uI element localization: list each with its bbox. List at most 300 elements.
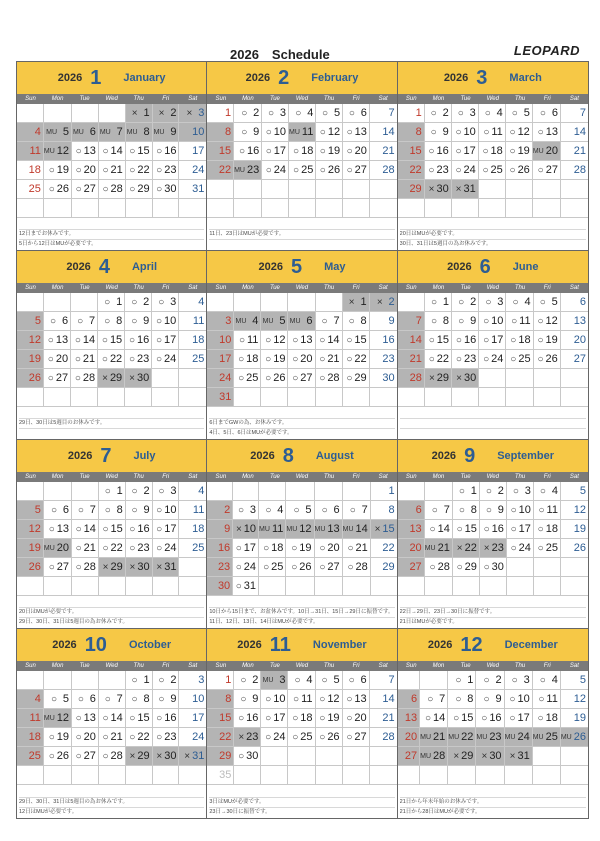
open-marker: ○ — [129, 145, 136, 157]
day-number: 21 — [355, 542, 368, 554]
weekday-label: Wed — [486, 96, 499, 102]
day-cell — [207, 577, 233, 596]
weekday-label: Thu — [323, 663, 335, 669]
holiday-marker: × — [186, 107, 193, 119]
calendar-grid — [16, 61, 589, 819]
month-notes — [207, 407, 396, 439]
blank-cell — [72, 766, 99, 785]
day-cell — [425, 369, 452, 388]
open-marker: ○ — [156, 712, 163, 724]
weekday-label: Wed — [486, 474, 499, 480]
blank-cell — [153, 577, 180, 596]
day-cell — [534, 501, 561, 520]
day-number: 23 — [137, 542, 150, 554]
open-marker: ○ — [484, 107, 491, 119]
day-cell — [152, 331, 179, 350]
open-marker: ○ — [321, 674, 328, 686]
day-number: 24 — [192, 164, 205, 176]
blank-cell — [534, 388, 561, 407]
day-cell — [561, 690, 588, 709]
makeup-marker: MU — [43, 544, 55, 552]
day-number: 26 — [327, 731, 340, 743]
day-number: 31 — [463, 183, 476, 195]
weekday-label: Thu — [514, 96, 526, 102]
day-cell — [453, 482, 480, 501]
day-cell — [286, 520, 314, 539]
blank-cell — [98, 388, 125, 407]
day-cell — [153, 747, 180, 766]
day-cell — [126, 142, 153, 161]
blank-cell — [72, 199, 99, 218]
day-cell — [370, 293, 397, 312]
day-number: 7 — [579, 107, 586, 119]
holiday-marker: × — [131, 107, 138, 119]
day-number: 5 — [34, 315, 42, 327]
weekday-label: Sat — [188, 285, 198, 291]
month-year: 2026 — [52, 639, 77, 651]
day-cell — [207, 766, 234, 785]
day-number: 2 — [497, 485, 504, 497]
holiday-marker: × — [235, 523, 242, 535]
day-cell — [261, 369, 288, 388]
day-number: 16 — [136, 334, 150, 346]
blank-cell — [44, 388, 71, 407]
open-marker: ○ — [510, 353, 517, 365]
blank-cell — [288, 388, 315, 407]
day-number: 1 — [116, 296, 123, 308]
blank-cell — [507, 558, 534, 577]
blank-cell — [479, 199, 506, 218]
blank-cell — [343, 766, 370, 785]
day-number: 11 — [29, 145, 41, 157]
day-cell — [179, 123, 206, 142]
day-cell — [561, 312, 588, 331]
day-number: 10 — [219, 334, 232, 346]
open-marker: ○ — [131, 485, 138, 497]
open-marker: ○ — [265, 693, 272, 705]
open-marker: ○ — [158, 296, 165, 308]
makeup-marker: MU — [43, 714, 55, 722]
day-number: 15 — [109, 334, 123, 346]
day-number: 10 — [192, 693, 205, 705]
holiday-marker: × — [453, 750, 460, 762]
day-number: 25 — [192, 353, 205, 365]
open-marker: ○ — [235, 542, 242, 554]
day-cell — [479, 312, 506, 331]
open-marker: ○ — [48, 750, 55, 762]
weekday-header — [17, 94, 206, 104]
day-cell — [479, 104, 506, 123]
blank-cell — [99, 104, 126, 123]
day-number: 19 — [517, 145, 530, 157]
day-cell — [98, 369, 125, 388]
day-number: 27 — [404, 750, 418, 762]
month-year: 2026 — [427, 639, 453, 651]
day-number: 5 — [523, 107, 530, 119]
month-name: January — [123, 72, 166, 84]
makeup-marker: MU — [259, 525, 270, 533]
month-number: 9 — [464, 444, 476, 467]
day-number: 27 — [300, 372, 313, 384]
day-number: 5 — [579, 674, 586, 686]
open-marker: ○ — [458, 504, 465, 516]
day-number: 16 — [382, 334, 395, 346]
blank-cell — [234, 180, 262, 199]
day-cell — [126, 558, 153, 577]
open-marker: ○ — [539, 107, 546, 119]
day-number: 24 — [518, 542, 531, 554]
day-number: 30 — [463, 372, 477, 384]
holiday-marker: × — [509, 750, 516, 762]
day-number: 13 — [354, 126, 367, 138]
blank-cell — [398, 199, 425, 218]
day-cell — [398, 558, 425, 577]
day-number: 26 — [573, 542, 586, 554]
open-marker: ○ — [319, 353, 326, 365]
day-number: 29 — [137, 750, 150, 762]
day-number: 3 — [225, 315, 232, 327]
day-cell — [425, 331, 452, 350]
day-cell — [398, 369, 425, 388]
open-marker: ○ — [75, 523, 82, 535]
day-cell — [561, 104, 588, 123]
day-number: 7 — [116, 126, 123, 138]
day-cell — [99, 520, 126, 539]
month-name: February — [311, 72, 359, 84]
day-cell — [179, 520, 206, 539]
day-cell — [370, 331, 397, 350]
open-marker: ○ — [265, 731, 272, 743]
open-marker: ○ — [321, 504, 328, 516]
day-number: 29 — [409, 183, 422, 195]
day-number: 19 — [299, 542, 312, 554]
open-marker: ○ — [429, 523, 436, 535]
open-marker: ○ — [238, 353, 245, 365]
day-number: 17 — [463, 145, 476, 157]
day-number: 4 — [252, 315, 259, 327]
weekday-label: Tue — [79, 663, 90, 669]
day-cell — [288, 331, 315, 350]
day-number: 5 — [62, 126, 69, 138]
weekday-label: Thu — [514, 285, 526, 291]
open-marker: ○ — [456, 561, 463, 573]
day-number: 14 — [82, 334, 96, 346]
day-grid — [207, 671, 396, 785]
blank-cell — [315, 482, 343, 501]
day-cell — [233, 501, 259, 520]
day-cell — [17, 690, 44, 709]
blank-cell — [17, 577, 44, 596]
weekday-label: Sun — [405, 663, 417, 669]
day-cell — [17, 331, 44, 350]
day-cell — [316, 709, 343, 728]
open-marker: ○ — [483, 353, 490, 365]
note-line — [400, 418, 586, 428]
day-number: 18 — [545, 712, 558, 724]
day-number: 6 — [360, 107, 367, 119]
day-cell — [425, 350, 452, 369]
day-number: 8 — [225, 693, 232, 705]
open-marker: ○ — [265, 504, 272, 516]
open-marker: ○ — [511, 315, 518, 327]
day-cell — [370, 161, 397, 180]
open-marker: ○ — [348, 107, 355, 119]
open-marker: ○ — [510, 504, 517, 516]
day-number: 15 — [137, 145, 150, 157]
open-marker: ○ — [75, 145, 82, 157]
month-header — [17, 251, 206, 283]
day-number: 19 — [327, 712, 340, 724]
day-cell — [452, 350, 479, 369]
day-cell — [179, 728, 206, 747]
holiday-marker: × — [238, 731, 245, 743]
blank-cell — [262, 199, 289, 218]
day-number: 7 — [89, 315, 96, 327]
day-number: 1 — [225, 674, 232, 686]
day-cell — [505, 671, 533, 690]
day-cell — [234, 331, 261, 350]
day-cell — [398, 123, 425, 142]
day-number: 19 — [56, 164, 69, 176]
day-cell — [17, 142, 44, 161]
blank-cell — [72, 104, 99, 123]
holiday-marker: × — [374, 523, 381, 535]
day-number: 15 — [382, 523, 395, 535]
open-marker: ○ — [509, 126, 516, 138]
day-cell — [99, 690, 126, 709]
day-cell — [480, 539, 507, 558]
blank-cell — [561, 388, 588, 407]
holiday-marker: × — [456, 372, 462, 384]
day-cell — [476, 747, 504, 766]
day-cell — [289, 123, 316, 142]
day-cell — [288, 709, 315, 728]
day-number: 11 — [301, 693, 313, 705]
day-cell — [452, 369, 479, 388]
day-cell — [261, 671, 288, 690]
weekday-label: Mon — [432, 96, 445, 102]
day-cell — [233, 577, 259, 596]
day-cell — [71, 369, 98, 388]
day-cell — [316, 142, 343, 161]
month-name: July — [133, 450, 156, 462]
blank-cell — [17, 671, 44, 690]
weekday-header — [398, 661, 588, 671]
weekday-label: Fri — [543, 285, 551, 291]
day-cell — [261, 350, 288, 369]
blank-cell — [179, 577, 206, 596]
day-number: 15 — [110, 523, 123, 535]
makeup-marker: MU — [262, 676, 274, 684]
day-number: 3 — [198, 674, 205, 686]
day-cell — [44, 728, 72, 747]
day-cell — [44, 312, 71, 331]
day-number: 8 — [415, 126, 422, 138]
blank-cell — [126, 199, 153, 218]
open-marker: ○ — [455, 126, 462, 138]
weekday-header — [17, 283, 206, 293]
open-marker: ○ — [456, 523, 463, 535]
weekday-header — [207, 283, 396, 293]
day-cell — [44, 123, 72, 142]
day-number: 26 — [299, 561, 312, 573]
open-marker: ○ — [510, 334, 517, 346]
open-marker: ○ — [430, 296, 438, 308]
day-cell — [533, 123, 561, 142]
day-cell — [207, 161, 234, 180]
blank-cell — [262, 180, 289, 199]
open-marker: ○ — [156, 183, 163, 195]
day-number: 17 — [273, 712, 286, 724]
day-cell — [44, 747, 72, 766]
weekday-label: Mon — [242, 663, 254, 669]
day-number: 21 — [327, 353, 340, 365]
day-cell — [153, 728, 180, 747]
open-marker: ○ — [74, 353, 81, 365]
day-grid — [398, 482, 588, 596]
day-number: 11 — [491, 126, 503, 138]
day-cell — [207, 123, 234, 142]
open-marker: ○ — [102, 164, 109, 176]
day-number: 22 — [461, 731, 474, 743]
day-cell — [72, 501, 99, 520]
day-number: 27 — [573, 353, 586, 365]
day-number: 19 — [545, 334, 558, 346]
open-marker: ○ — [424, 712, 432, 724]
day-number: 27 — [409, 561, 422, 573]
day-number: 13 — [573, 315, 586, 327]
note-line: 6日までGWの為、お休みです。 — [209, 418, 394, 428]
day-cell — [153, 161, 180, 180]
day-number: 10 — [517, 693, 530, 705]
day-cell — [476, 690, 504, 709]
day-number: 25 — [192, 542, 205, 554]
open-marker: ○ — [319, 334, 326, 346]
day-cell — [371, 482, 397, 501]
day-cell — [207, 331, 234, 350]
day-cell — [17, 123, 44, 142]
open-marker: ○ — [104, 693, 111, 705]
weekday-label: Sat — [569, 474, 579, 480]
day-cell — [44, 501, 72, 520]
open-marker: ○ — [265, 126, 272, 138]
day-cell — [315, 539, 343, 558]
blank-cell — [179, 558, 206, 577]
day-number: 19 — [573, 523, 586, 535]
day-cell — [207, 539, 233, 558]
day-cell — [425, 539, 453, 558]
day-number: 30 — [491, 561, 504, 573]
month-header — [398, 62, 588, 94]
day-number: 13 — [56, 523, 69, 535]
day-number: 1 — [360, 296, 367, 308]
day-number: 1 — [224, 107, 232, 119]
weekday-label: Wed — [486, 285, 499, 291]
holiday-marker: × — [455, 183, 462, 195]
makeup-marker: MU — [448, 733, 460, 741]
day-number: 11 — [519, 315, 531, 327]
makeup-marker: MU — [420, 733, 432, 741]
month-panel — [398, 62, 588, 251]
makeup-marker: MU — [532, 733, 544, 741]
month-number: 4 — [98, 255, 110, 278]
blank-cell — [452, 199, 479, 218]
day-cell — [99, 161, 126, 180]
open-marker: ○ — [483, 334, 490, 346]
day-cell — [420, 690, 448, 709]
month-panel — [207, 629, 397, 818]
day-cell — [343, 690, 370, 709]
blank-cell — [506, 180, 533, 199]
day-cell — [505, 709, 533, 728]
blank-cell — [289, 199, 316, 218]
day-number: 23 — [136, 353, 150, 365]
weekday-label: Sat — [188, 663, 198, 669]
open-marker: ○ — [431, 504, 438, 516]
open-marker: ○ — [482, 145, 489, 157]
blank-cell — [425, 482, 453, 501]
open-marker: ○ — [102, 731, 109, 743]
day-cell — [534, 312, 561, 331]
open-marker: ○ — [346, 126, 353, 138]
day-number: 25 — [490, 164, 503, 176]
note-line: 4日、5日、6日はMUが必要です。 — [209, 428, 394, 438]
day-cell — [44, 558, 72, 577]
day-cell — [398, 539, 425, 558]
note-line: 23日→30日に振替です。 — [209, 807, 394, 817]
blank-cell — [476, 766, 504, 785]
weekday-label: Mon — [242, 96, 254, 102]
month-header — [17, 629, 206, 661]
weekday-label: Mon — [432, 663, 445, 669]
day-cell — [259, 539, 286, 558]
day-cell — [72, 180, 99, 199]
day-number: 18 — [271, 542, 284, 554]
weekday-label: Thu — [133, 285, 144, 291]
day-cell — [316, 728, 343, 747]
day-cell — [316, 350, 343, 369]
day-number: 23 — [382, 353, 395, 365]
blank-cell — [44, 671, 72, 690]
day-cell — [425, 123, 452, 142]
blank-cell — [561, 766, 588, 785]
month-year: 2026 — [258, 261, 283, 273]
day-number: 16 — [463, 334, 477, 346]
open-marker: ○ — [511, 674, 518, 686]
open-marker: ○ — [238, 712, 245, 724]
month-header — [398, 251, 588, 283]
day-cell — [343, 142, 370, 161]
brand-logo: LEOPARD — [513, 43, 580, 58]
day-cell — [207, 142, 234, 161]
day-number: 15 — [436, 334, 450, 346]
open-marker: ○ — [455, 693, 462, 705]
day-number: 23 — [246, 731, 259, 743]
weekday-header — [398, 283, 588, 293]
open-marker: ○ — [483, 693, 490, 705]
day-number: 14 — [573, 126, 586, 138]
blank-cell — [99, 199, 126, 218]
month-year: 2026 — [67, 450, 93, 462]
day-cell — [507, 539, 534, 558]
open-marker: ○ — [319, 126, 326, 138]
month-notes — [207, 218, 396, 250]
day-number: 8 — [116, 504, 123, 516]
day-grid — [207, 482, 396, 596]
month-year: 2026 — [443, 72, 469, 84]
open-marker: ○ — [47, 334, 54, 346]
day-number: 13 — [404, 712, 418, 724]
